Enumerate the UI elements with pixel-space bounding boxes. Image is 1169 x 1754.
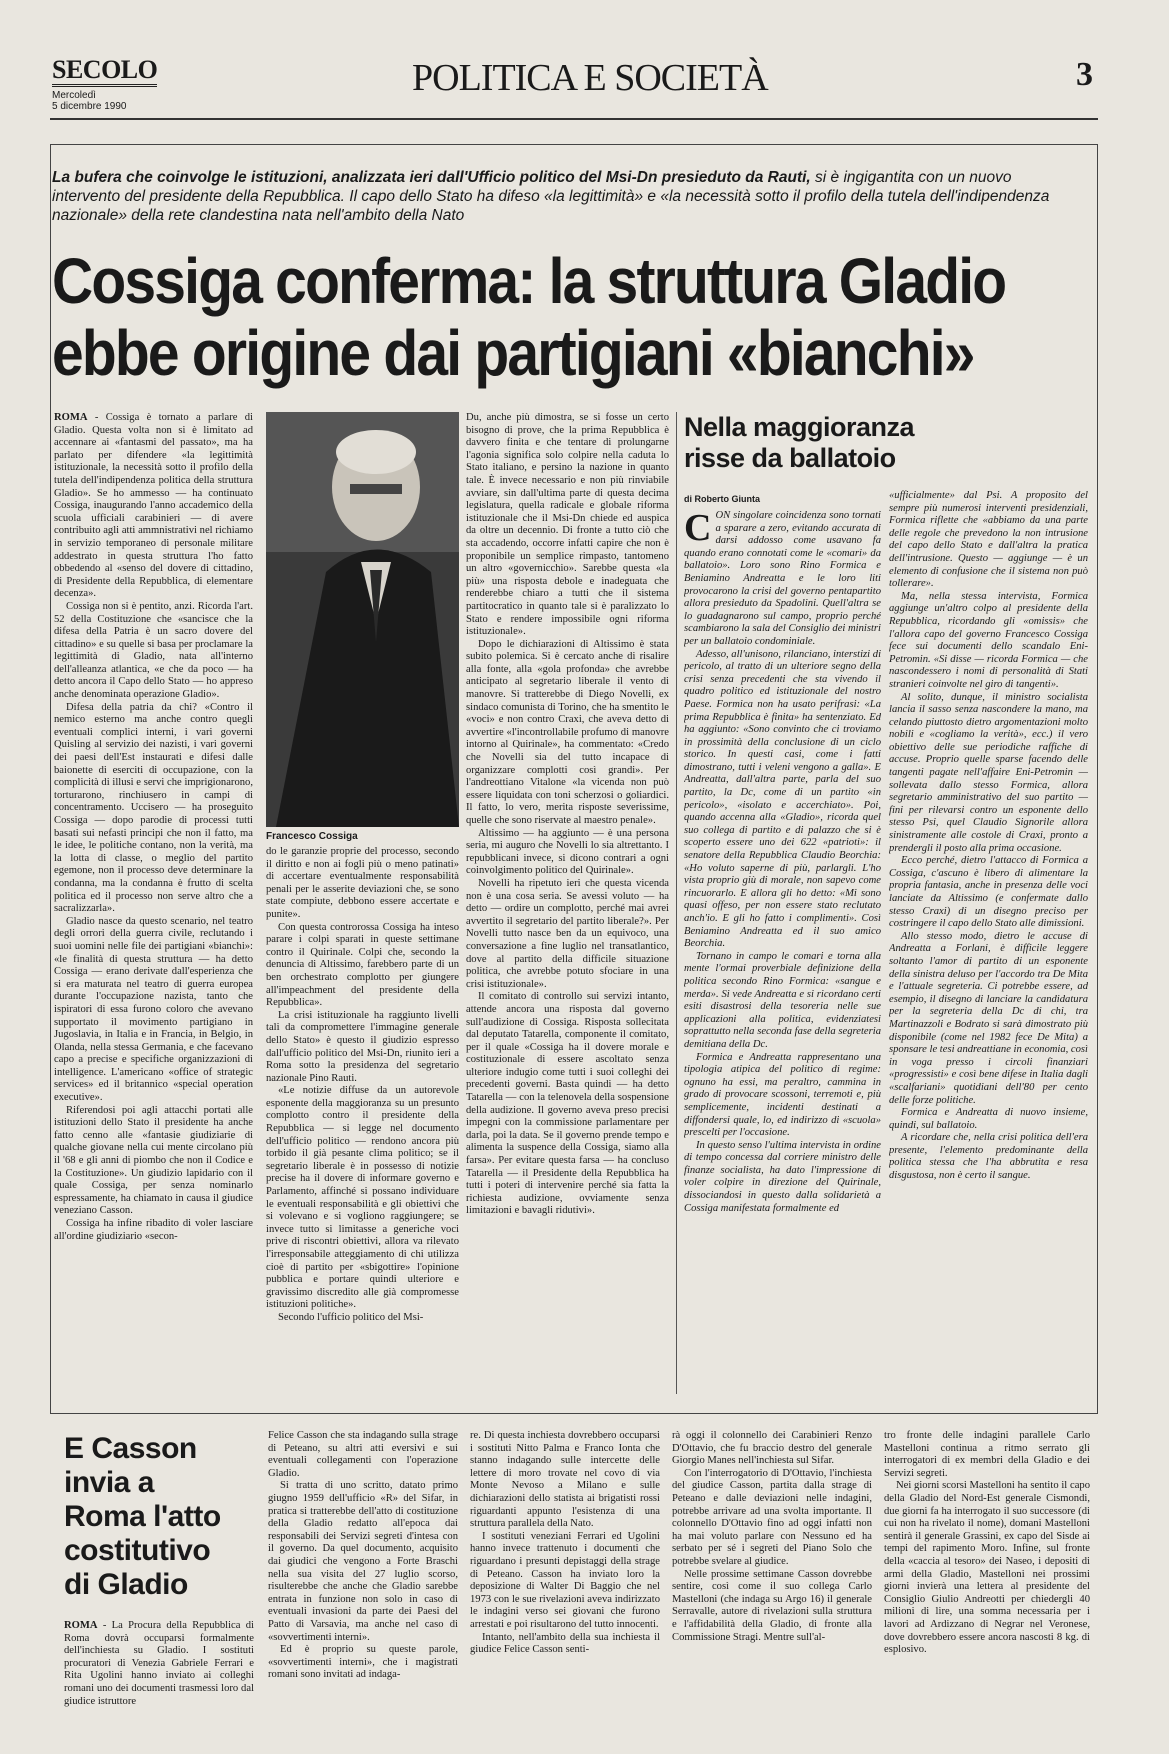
sidebar-headline [684, 412, 914, 474]
paragraph: Con l'interrogatorio di D'Ottavio, l'inchiesta del giudice Casson, partita dalla strage di Peteano e dalle deviazioni nelle indagini, potrebbe arrivare ad una svolta importante. Il colonnello D'Ottavio fino ad oggi infatti non ha mai voluto parlare con Nessuno ed ha serbato per sé i segreti del Piano Solo che potrebbe svelare al giudice. [672, 1467, 872, 1567]
paragraph: Al solito, dunque, il ministro socialista lancia il sasso senza nascondere la mano, ma celando piuttosto dietro argomentazioni molto nobili e «cogliamo la verità», ecc.) il vero obiettivo delle sue periodiche raffiche di accuse. Proprio quelle sparse facendo delle tangenti pagate nell'affaire Eni-Petromin — sollevata dallo stesso Formica, allora segretario amministrativo del suo partito — fini per rilevarsi contro un esponente dello stesso Psi, quel Claudio Signorile allora sinistramente alle costole di Craxi, pronto a prendergli il posto alla prima occasione. [889, 691, 1088, 854]
paragraph: Ecco perché, dietro l'attacco di Formica a Cossiga, c'ascuno è libero di alimentare la propria fantasia, anche in presenza delle voci lanciate da Altissimo (e confermate dallo stesso Craxi) di un disegno preciso per costringere il capo dello Stato alle dimissioni. [889, 855, 1088, 930]
casson-column-2 [268, 1430, 458, 1746]
paragraph: rà oggi il colonnello dei Carabinieri Renzo D'Ottavio, che fu braccio destro del generale Giorgio Manes nell'inchiesta sul Sifar. [672, 1430, 872, 1467]
kicker-text: si è ingigantita con un nuovo intervento del presidente della Repubblica. Il capo dello Stato ha difeso «la legittimità» e «la necessità sotto il profilo della tutela dell'indipendenza nazionale» della rete clandestina nata nell'ambito della Nato [52, 169, 1050, 224]
casson-headline-line-4: costitutivo [64, 1534, 211, 1567]
paragraph: Adesso, all'unisono, rilanciano, interstizi di pericolo, al tratto di un ulteriore segno della crisi senza precedenti che sta vivendo il quadro politico ed istituzionale del nostro Paese. Formica non ha usato perifrasi: «La prima Repubblica è finita» ha sentenziato. Ed ha aggiunto: «Sono convinto che ci troviamo in prossimità della conclusione di un ciclo storico. In questi casi, come i fatti dimostrano, tutti i veleni vengono a galla». E Andreatta, dall'altra parte, parla del suo partito, la Dc, come di un partito «in pericolo», «isolato e accerchiato». Poi, quando accenna alla «Gladio», ricorda quel suo collega di partito e di palazzo che si è scoperto essere uno dei 622 «patrioti»: il senatore della Repubblica Claudio Beorchia: «Ho voluto saperne di più, parlargli. L'ho vista proprio giù di morale, non sapevo come rincuorarlo. E allora gli ho detto: «Mi sono quasi offeso, per non essere stato reclutato anch'io. E gli ho fatto i complimenti». Così Beniamino Andreatta ed il suo amico Beorchia. [684, 648, 881, 950]
paragraph: Secondo l'ufficio politico del Msi- [278, 1311, 424, 1323]
paragraph: Novelli ha ripetuto ieri che questa vicenda non è una cosa seria. Se avessi voluto — ha detto — ordire un complotto, perché mai avrei avvertito il segretario del partito liberale?». Per Novelli tutto nasce ben da un equivoco, una conversazione a fine luglio nel transatlantico, dove al partito della difficile situazione politica, che avrebbe potuto sfociare in una crisi istituzionale». [466, 877, 669, 990]
dateline: ROMA [64, 1620, 98, 1631]
paragraph: Il comitato di controllo sui servizi intanto, attende ancora una risposta dal governo sull'audizione di Cossiga. Risposta sollecitata dal deputato Tatarella, componente il comitato, per il quale «Cossiga ha il dovere morale e costituzionale di essere ascoltato senza ulteriore indugio come tutti i suoi colleghi dei precedenti governi. Basta quindi — ha detto Tatarella — con la telenovela della sospensione della audizione. Il governo aveva preso precisi impegni con la commissione parlamentare per darla, poi la data. Se il governo prende tempo e alimenta la suspence della Cossiga, siamo alla farsa». Per evitare questa farsa — ha concluso Tatarella — il Presidente della Repubblica ha tutti i poteri di intervenire perché sia fatta la richiesta audizione, ovviamente senza limitazioni e bavagli ridutivi». [466, 991, 669, 1217]
casson-headline [64, 1432, 254, 1602]
sidebar-headline-line-2: risse da ballatoio [684, 443, 896, 473]
lead-kicker [52, 168, 1052, 225]
paragraph: Felice Casson che sta indagando sulla strage di Peteano, su altri atti eversivi e sui eventuali collegamenti con l'operazione Gladio. [268, 1430, 458, 1479]
casson-column-5 [884, 1430, 1090, 1746]
paragraph: Dopo le dichiarazioni di Altissimo è stata subito polemica. Si è cercato anche di risalire alla fonte, alla «gola profonda» che avrebbe anticipato al segretario liberale il vento di manovre. Si tratterebbe di Diego Novelli, ex sindaco comunista di Torino, che ha smentito le «voci» e non contro Craxi, che aveva detto di avvertire «l'incontrollabile profumo di manovre intorno al Quirinale», ha commentato: «Credo che Novelli sia del tutto incapace di organizzare complotti così grandi». Per l'andreottiano Vitalone «la vicenda non può essere liquidata con toni scherzosi o goliardici. Il fatto, lo vero, merita risposte severissime, quelle che sono riservate al maestro penale». [466, 638, 669, 826]
casson-column-3 [470, 1430, 660, 1746]
casson-headline-line-1: E Casson [64, 1432, 197, 1465]
lead-headline [52, 245, 1006, 389]
paper-name: SECOLO [52, 56, 157, 87]
paragraph: La crisi istituzionale ha raggiunto livelli tali da compromettere l'immagine generale dello Stato» è questo il giudizio espresso dall'ufficio politico del Msi-Dn, riunito ieri a Roma sotto la presidenza del segretario nazionale Pino Rauti. [266, 1009, 459, 1084]
drop-cap: C [684, 510, 712, 549]
kicker-bold: La bufera che coinvolge le istituzioni, analizzata ieri dall'Ufficio politico del Msi-Dn presieduto da Rauti, [52, 169, 811, 186]
sidebar-byline: di Roberto Giunta [684, 494, 760, 504]
paragraph: Gladio nasce da questo scenario, nel teatro degli orrori della guerra civile, reclutando i suoi uomini nelle file dei partigiani «bianchi»: «le finalità di questa struttura — ha detto Cossiga — erano derivate dall'esperienza che si era maturata nel teatro di guerra europea durante l'occupazione nazista, tanto che ispiratori di essa furono coloro che avevano supportato il movimento partigiano in Jugoslavia, in Italia e in Francia, in Belgio, in Olanda, nella stessa Germania, e che facevano capo a precise e specifiche organizzazioni di intelligence. L'americano «office of strategic services» ed il britannico «special operation executive». [54, 915, 253, 1104]
paragraph: A ricordare che, nella crisi politica dell'era presente, l'elemento predominante della politica stessa che l'ha abbrutita e resa disgustosa, non è certo il sangue. [889, 1132, 1088, 1182]
paragraph: «Le notizie diffuse da un autorevole esponente della maggioranza su un presunto complotto contro il presidente della Repubblica — si legge nel documento dell'ufficio politico — rendono ancora più torbido il già pesante clima politico; se il segretario liberale è in possesso di notizie precise ha il dovere di informare governo e Parlamento, affinché si possano individuare le eventuali responsabilità e gli obiettivi che si volevano e si vogliono raggiungere; se invece tutto si limitasse a generiche voci prive di riscontri obiettivi, allora va rilevato l'irresponsabile atteggiamento di chi utilizza cioè di partito per «sbigottire» l'opinione pubblica e portare quindi ulteriore e gravissimo discredito alle già compromesse istituzioni politiche». [266, 1085, 459, 1311]
page-number: 3 [1076, 56, 1093, 93]
sidebar-headline-line-1: Nella maggioranza [684, 412, 915, 442]
issue-full-date: 5 dicembre 1990 [52, 101, 127, 112]
cossiga-photo [266, 412, 459, 827]
paragraph: In questo senso l'ultima intervista in ordine di tempo concessa dal corriere ministro delle finanze socialista, ha dato l'impressione di voler colpire in direzione del Quirinale, dissociandosi in questo dalla solidarietà a Cossiga manifestata formalmente ed [684, 1139, 881, 1214]
masthead-rule [50, 118, 1098, 120]
portrait-image [266, 412, 459, 827]
paragraph: Nelle prossime settimane Casson dovrebbe sentire, così come il suo collega Carlo Mastelloni (che indaga su Argo 16) il generale Serravalle, autore di rivelazioni sulla struttura e l'affidabilità della Gladio, di fronte alla Commissione Stragi. Mentre sull'al- [672, 1568, 872, 1643]
masthead [52, 52, 1097, 112]
paragraph: Tornano in campo le comari e torna alla mente l'ormai proverbiale definizione della politica secondo Rino Formica: «sangue e merda». Si vede Andreatta e si ricordano certi esiti disastrosi della tesoreria nelle sue applicazioni alla politica, evidenziatesi soprattutto nella seconda fase della segreteria demitiana della Dc. [684, 950, 881, 1050]
paragraph: Du, anche più dimostra, se si fosse un certo bisogno di prove, che la prima Repubblica è davvero finita e che tentare di prolungarne l'agonia significa solo colpire nella caduta lo Stato italiano, e persino la nazione in quanto tale. È invece necessario e non più rinviabile avviare, sin dall'ultima parte di questa decima legislatura, quella radicale e globale riforma istituzionale che il Msi-Dn chiede ed auspica da oltre un decennio. Di fronte a tutto ciò che sta accadendo, occorre infatti capire che non è proponibile un semplice rimpasto, tantomeno un altro «governicchio». Sarebbe questa «la più» una risposta debole e inadeguata che renderebbe chiaro a tutti che il sistema partitocratico in quanto tale si è paralizzato lo Stato e rendere impossibile ogni riforma istituzionale». [466, 412, 669, 638]
paragraph: ROMA - Cossiga è tornato a parlare di Gladio. Questa volta non si è limitato ad accennare ai «fantasmi del passato», ma ha parlato per difendere «la legittimità istituzionale, la necessità sotto il profilo della tutela dell'indipendenza politica della struttura Gladio». Se ho ammesso — ha continuato Cossiga, inaugurando l'anno accademico della scuola ufficiali carabinieri — di avere contribuito agli atti ammnistrativi nel richiamo in servizio temporaneo di personale militare addestrato in questa struttura l'ho fatto obbedendo al «senso del dovere di cittadino, di Presidente della Repubblica, di elementare decenza». [54, 412, 253, 600]
paragraph: Altissimo — ha aggiunto — è una persona seria, mi auguro che Novelli lo sia altrettanto. I repubblicani invece, si dicono contrari a ogni coinvolgimento politico del Quirinale». [466, 827, 669, 877]
paragraph: Riferendosi poi agli attacchi portati alle istituzioni dello Stato il presidente ha anche fatto cenno alle «fantasie giudiziarie di qualche giovane nella cui mente circolano più il '68 e gli anni di piombo che non il Codice e la Costituzione». Un giudizio lapidario con il quale Cossiga, per senza nominarlo espressamente, ha chiamato in causa il giudice veneziano Casson. [54, 1104, 253, 1217]
paragraph: Si tratta di uno scritto, datato primo giugno 1959 dell'ufficio «R» del Sifar, in pratica si tratterebbe dell'atto di costituzione della Gladio redatto all'epoca dai responsabili dei Servizi segreti d'intesa con il governo. Da quel documento, acquisito dai giudici che vengono a Forte Braschi nella sua visita del 27 luglio scorso, risulterebbe che anche che Gladio sarebbe entrata in funzione non solo in caso di eventuali invasioni da parte dei Paesi del Patto di Varsavia, ma anche nel caso di «sovvertimenti interni». [268, 1480, 458, 1643]
paragraph: Ed è proprio su queste parole, «sovvertimenti interni», che i magistrati romani sono invitati ad indaga- [268, 1644, 458, 1681]
paragraph: do le garanzie proprie del processo, secondo il diritto e non ai fogli più o meno patinati» di accertare eventualmente responsabilità penali per le asserite deviazioni che, se sono state compiute, debbono essere accertate e punite». [266, 846, 459, 920]
paragraph: Formica e Andreatta rappresentano una tipologia atipica del politico di regime: ognuno ha essi, ma peraltro, cammina in grado di provocare scossoni, terremoti e, più semplicemente, incidenti destinati a diffondersi quale, lo, ed indirizzo di «scuola» prescelti per l'occasione. [684, 1051, 881, 1139]
sidebar-column-1 [684, 510, 881, 1394]
paragraph: tro fronte delle indagini parallele Carlo Mastelloni continua a ritmo serrato gli interrogatori di ex membri della Gladio e dei Servizi segreti. [884, 1430, 1090, 1479]
paragraph: Nei giorni scorsi Mastelloni ha sentito il capo della Gladio del Nord-Est generale Cismondi, due giorni fa ha interrogato il suo successore (di cui non ha rivelato il nome), domani Mastelloni sentirà il generale Grassini, ex capo del Sisde ai tempi del rapimento Moro. Infine, sul fronte della «caccia al tesoro» dei Naseo, i depositi di armi della Gladio, Mastelloni nei prossimi giorni invierà una lettera al presidente del Consiglio Giulio Andreotti per chiedergli 40 milioni di lire, una somma necessaria per i lavori ad Ardizzano di Negrar nel Veronese, dove dovrebbero essere ancora nascosti 8 kg. di esplosivo. [884, 1480, 1090, 1656]
paragraph: Formica e Andreatta di nuovo insieme, quindi, sul ballatoio. [889, 1107, 1088, 1131]
paragraph: I sostituti veneziani Ferrari ed Ugolini hanno invece trattenuto i documenti che riguardano i presunti depistaggi della strage di Peteano. Casson ha inviato loro la deposizione di Walter Di Baggio che nel 1973 con le sue rivelazioni aveva indirizzato le indagini verso sei giovani che furono arrestati e poi risultarono del tutto innocenti. [470, 1530, 660, 1630]
lead-column-2-bottom [266, 846, 459, 1394]
lead-column-2-top [466, 412, 669, 1394]
headline-line-1: Cossiga conferma: la struttura Gladio [52, 245, 1006, 317]
paragraph: «ufficialmente» dal Psi. A proposito del sempre più numerosi interventi presidenziali, Formica riflette che «abbiamo da una parte delle regole che prevedono la non intrusione del capo dello Stato e dall'altra la pratica dell'intrusione. Questo — aggiunge — è un elemento di confusione che il sistema non può tollerare». [889, 490, 1088, 590]
paragraph: Ma, nella stessa intervista, Formica aggiunge un'altro colpo al presidente della Repubblica, ricordando gli «omissis» che l'allora capo del governo Francesco Cossiga fece sui documenti dello scandalo Eni-Petromin. «Si disse — ricorda Formica — che nascondessero i nomi di personalità di Stati stranieri coinvolte nel giro di tangenti». [889, 590, 1088, 690]
casson-headline-line-3: Roma l'atto [64, 1500, 221, 1533]
paragraph: Intanto, nell'ambito della sua inchiesta il giudice Felice Casson senti- [470, 1631, 660, 1656]
headline-line-2: ebbe origine dai partigiani «bianchi» [52, 317, 974, 389]
lead-column-1 [54, 412, 253, 1394]
casson-column-4 [672, 1430, 872, 1746]
issue-day: Mercoledì [52, 90, 96, 101]
casson-headline-line-5: di Gladio [64, 1568, 188, 1601]
dateline: ROMA [54, 412, 88, 423]
casson-headline-line-2: invia a [64, 1466, 154, 1499]
paragraph: Difesa della patria da chi? «Contro il nemico esterno ma anche contro quegli eventuali complici interni, i vari governi Quisling al servizio dei nazisti, i vari governi dei paesi dell'Est instaurati e difesi dalle baionette di eserciti di occupazione, con la complicità di illusi e servi che imprigionarono, torturarono, rinchiusero in campi di concentramento. Uccisero — ha proseguito Cossiga — dopo parodie di processi tutti basati sui nefasti principi che non il fatto, ma le idee, le politiche contano, non la verità, ma la lotta di classe, o meglio del partito egemone, non il processo deve determinare la condanna, ma la condanna è frutto di scelta politica ed il processo non serve altro che a sacralizzarla». [54, 701, 253, 915]
issue-date [52, 90, 127, 112]
paragraph: re. Di questa inchiesta dovrebbero occuparsi i sostituti Nitto Palma e Franco Ionta che stanno indagando sulle intercette delle lettere di moro trovate nel covo di via Monte Nevoso a Milano e sulle dichiarazioni dello statista ai brigatisti rossi riguardanti appunto l'esistenza di una struttura parallela della Nato. [470, 1430, 660, 1530]
paragraph: ROMA - La Procura della Repubblica di Roma dovrà occuparsi formalmente dell'inchiesta su Gladio. I sostituti procuratori di Venezia Gabriele Ferrari e Rita Ugolini hanno inviato ai colleghi romani uno dei documenti trasmessi loro dal giudice istruttore [64, 1620, 254, 1707]
paragraph: Cossiga non si è pentito, anzi. Ricorda l'art. 52 della Costituzione che «sancisce che la difesa della Patria è un sacro dovere del cittadino» e su quelle si basa per proclamare la legittimità di Gladio, nata all'interno dell'alleanza atlantica, «e che da poco — ha detto ancora il Capo dello Stato — ho appreso anche denominata operazione Gladio». [54, 600, 253, 701]
paragraph: Allo stesso modo, dietro le accuse di Andreatta a Forlani, è difficile leggere soltanto l'amor di partito di un esponente della sinistra deluso per l'accordo tra De Mita e l'attuale segreteria. Ci potrebbe essere, ad esempio, il disegno di lanciare la candidatura per la segreteria della Dc di chi, tra Martinazzoli e Bodrato si sarà dimostrato più disponibile (come nel 1982 fece De Mita) a sponsare le tesi andreattiane in economia, così in voga presso i circoli finanziari «progressisti» e così bene difese in Italia dagli «scalfariani» quotidiani dell'80 per cento delle forze politiche. [889, 930, 1088, 1106]
casson-column-1 [64, 1620, 254, 1746]
paragraph: Con questa controrossa Cossiga ha inteso parare i colpi sparati in queste settimane contro il Quirinale. Colpi che, secondo la denuncia di Altissimo, farebbero parte di un ben orchestrato complotto per giungere all'impeachment del presidente della Repubblica». [266, 921, 459, 1009]
paragraph: CON singolare coincidenza sono tornati a sparare a zero, evitando accurata di darsi addosso come usavano fa quando erano connotati come le «comari» da ballatoio». Loro sono Rino Formica e Beniamino Andreatta e le loro liti provocarono la crisi del governo pentapartito allora presieduto da Spadolini. Quell'altra se lo guadagnarono sul campo, proprio perché scambiarono la sala del Consiglio dei ministri per un ballatoio condominiale. [684, 510, 881, 647]
sidebar-column-2 [889, 490, 1088, 1394]
column-rule [676, 412, 677, 1394]
paragraph: Cossiga ha infine ribadito di voler lasciare all'ordine giudiziario «secon- [54, 1218, 253, 1242]
photo-caption: Francesco Cossiga [266, 831, 358, 842]
section-title: POLITICA E SOCIETÀ [412, 57, 768, 99]
